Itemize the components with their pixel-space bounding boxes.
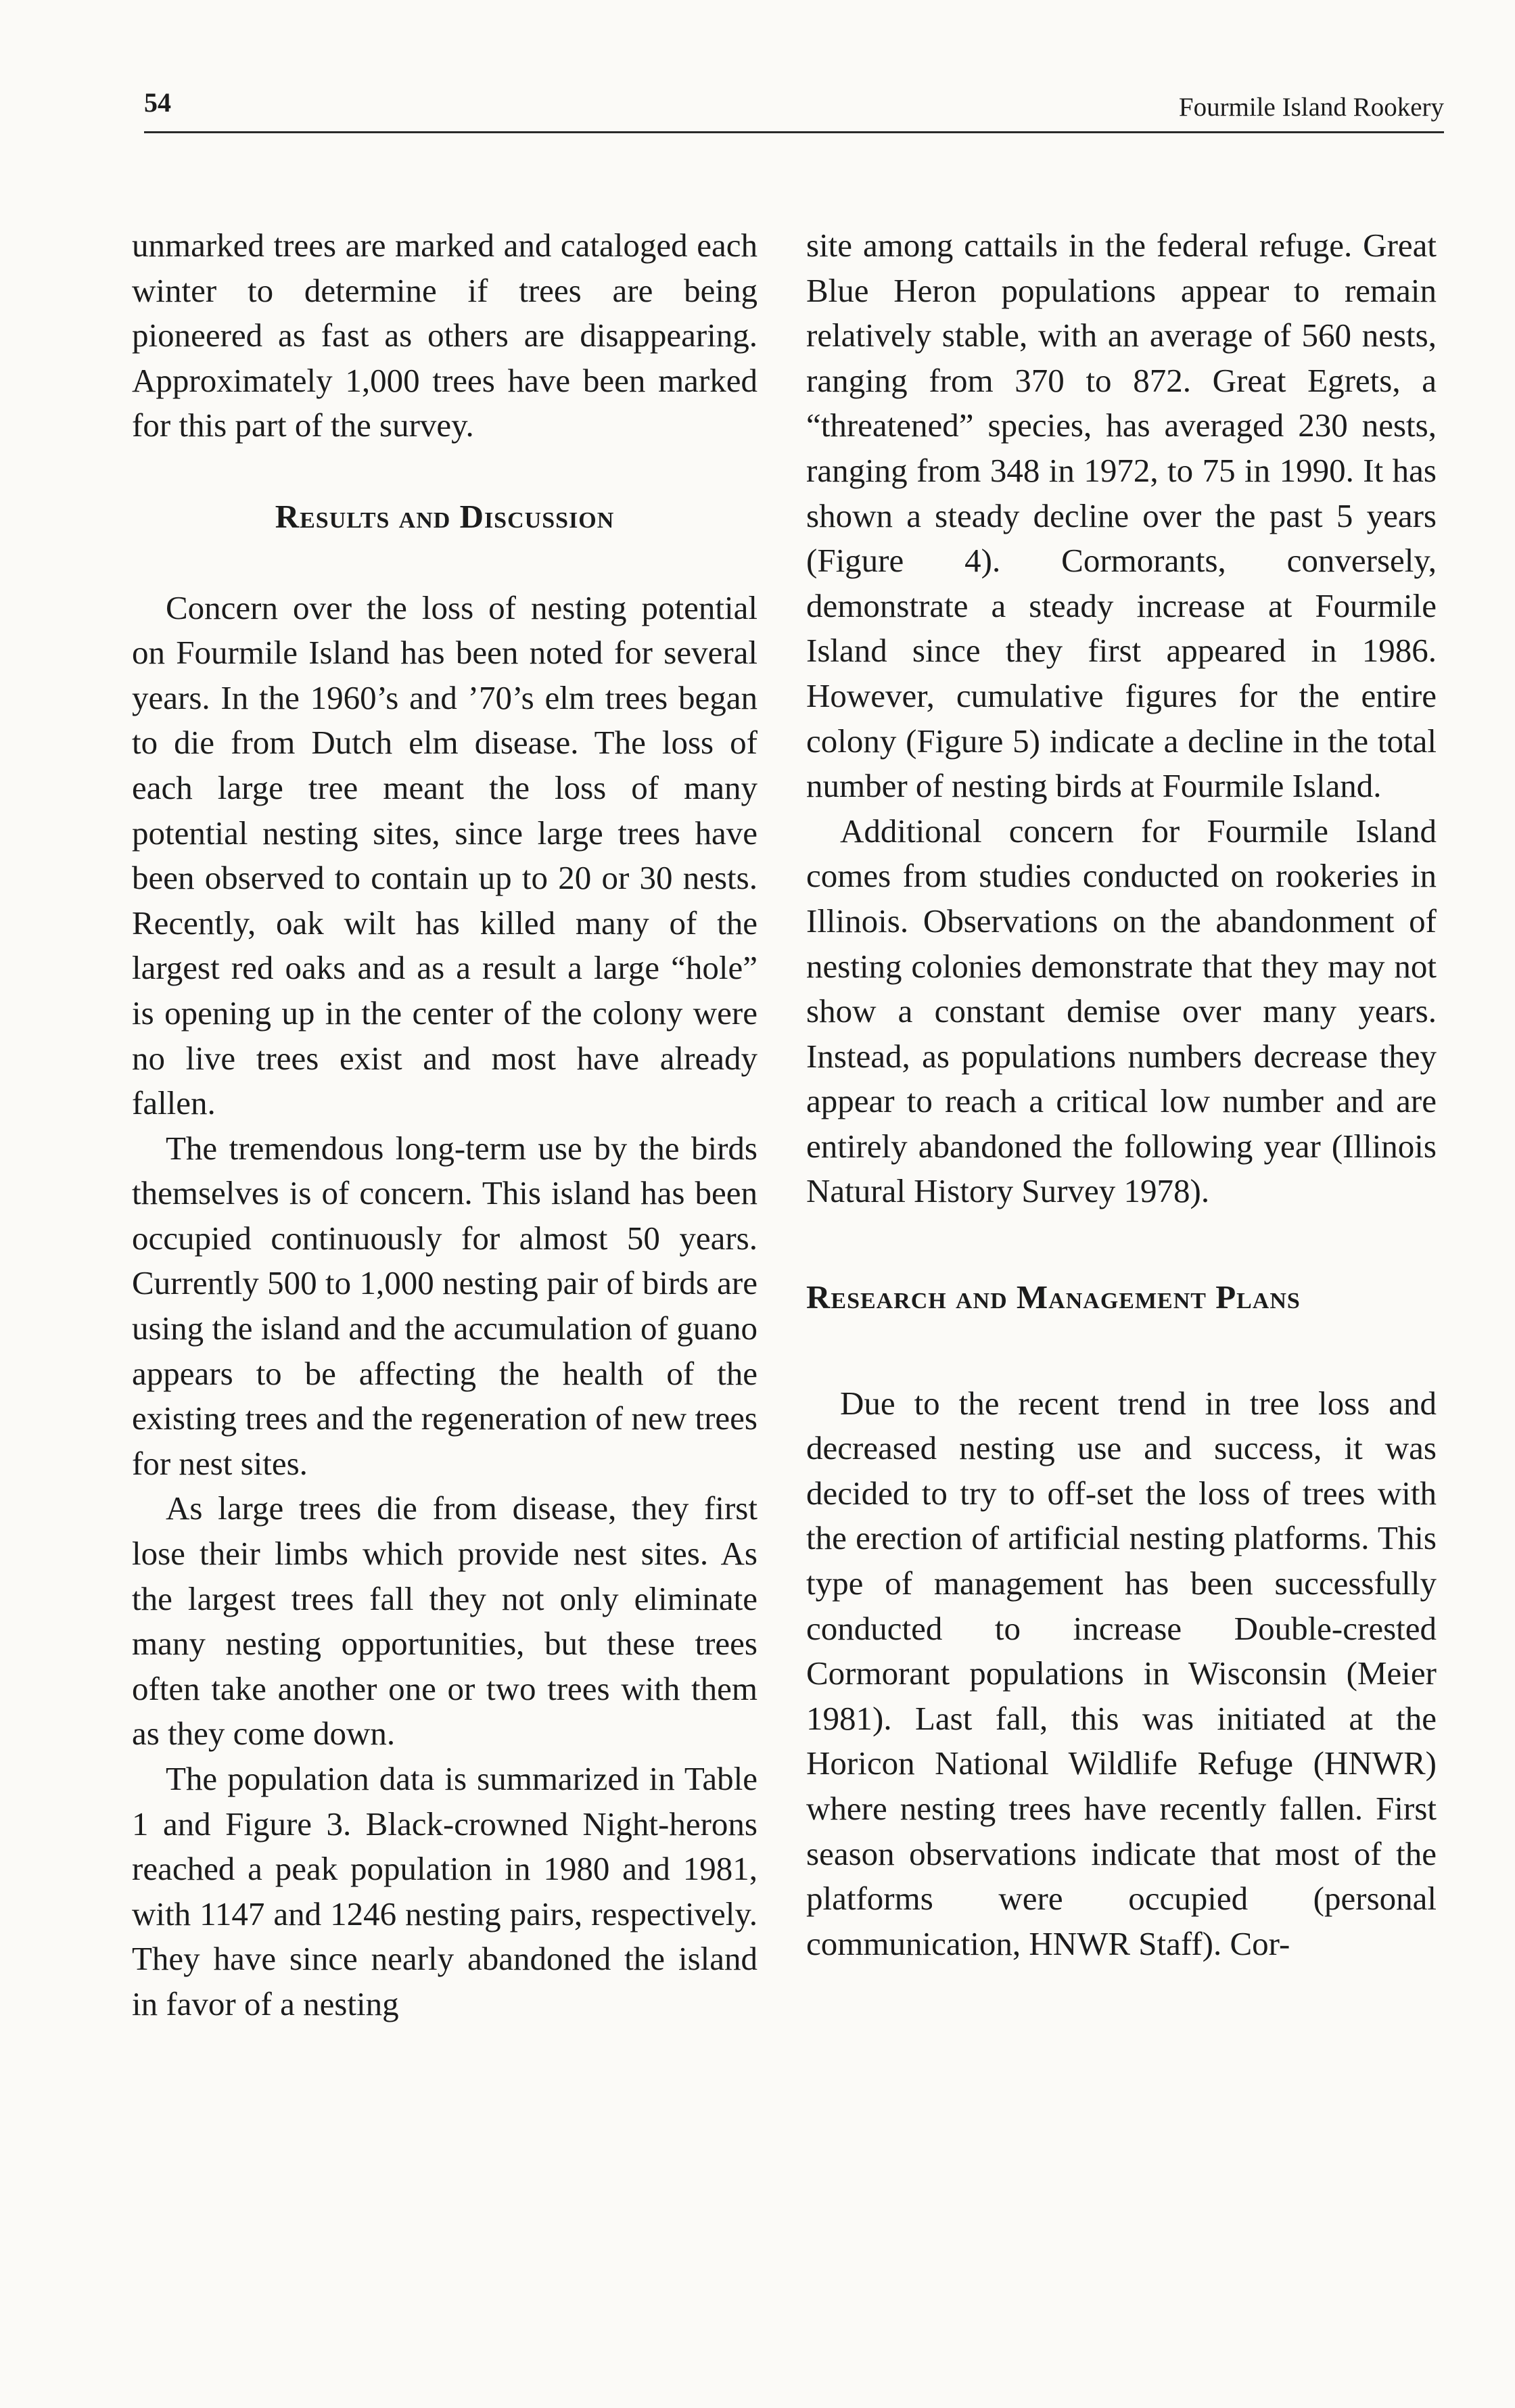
left-column xyxy=(132,223,758,2027)
running-header xyxy=(144,87,1444,133)
paragraph: The tremendous long-term use by the birds themselves is of concern. This island has been occupied continuously for almost 50 years. Currently 500 to 1,000 nesting pair of birds are using the island and the accumulation of guano appears to be affecting the health of the existing trees and the regeneration of new trees for nest sites. xyxy=(132,1129,758,1482)
paragraph: Additional concern for Fourmile Island comes from studies conducted on rookeries in Illinois. Observations on the abandonment of nesting colonies demonstrate that they may not show a constant demise over many years. Instead, as populations numbers decrease they appear to reach a critical low number and are entirely abandoned the following year (Illinois Natural History Survey 1978). xyxy=(806,812,1437,1210)
paragraph: site among cattails in the federal refuge. Great Blue Heron populations appear to remain relatively stable, with an average of 560 nests, ranging from 370 to 872. Great Egrets, a “threatened” species, has averaged 230 nests, ranging from 348 in 1972, to 75 in 1990. It has shown a steady decline over the past 5 years (Figure 4). Cormorants, conversely, demonstrate a steady increase at Fourmile Island since they first appeared in 1986. However, cumulative figures for the entire colony (Figure 5) indicate a decline in the total number of nesting birds at Fourmile Island. xyxy=(806,227,1437,805)
section-heading-research: Research and Management Plans xyxy=(806,1278,1301,1316)
paragraph: unmarked trees are marked and cataloged each winter to determine if trees are being pioneered as fast as others are disappearing. Approximately 1,000 trees have been marked for this part of the survey. xyxy=(132,227,758,444)
page-number: 54 xyxy=(144,87,171,118)
right-column xyxy=(806,223,1437,1966)
section-heading-results: Results and Discussion xyxy=(275,497,615,535)
paragraph: Due to the recent trend in tree loss and decreased nesting use and success, it was decided to try to off-set the loss of trees with the erection of artificial nesting platforms. This type of management has been successfully conducted to increase Double-crested Cormorant populations in Wisconsin (Meier 1981). Last fall, this was initiated at the Horicon National Wildlife Refuge (HNWR) where nesting trees have recently fallen. First season observations indicate that most of the platforms were occupied (personal communication, HNWR Staff). Cor- xyxy=(806,1384,1437,1962)
paragraph: Concern over the loss of nesting potential on Fourmile Island has been noted for several years. In the 1960’s and ’70’s elm trees began to die from Dutch elm disease. The loss of each large tree meant the loss of many potential nesting sites, since large trees have been observed to contain up to 20 or 30 nests. Recently, oak wilt has killed many of the largest red oaks and as a result a large “hole” is opening up in the center of the colony were no live trees exist and most have already fallen. xyxy=(132,588,758,1122)
paragraph: The population data is summarized in Table 1 and Figure 3. Black-crowned Night-herons reached a peak population in 1980 and 1981, with 1147 and 1246 nesting pairs, respectively. They have since nearly abandoned the island in favor of a nesting xyxy=(132,1760,758,2022)
running-head-title: Fourmile Island Rookery xyxy=(1178,93,1444,122)
paragraph: As large trees die from disease, they first lose their limbs which provide nest sites. As the largest trees fall they not only eliminate many nesting opportunities, but these trees often take another one or two trees with them as they come down. xyxy=(132,1489,758,1753)
